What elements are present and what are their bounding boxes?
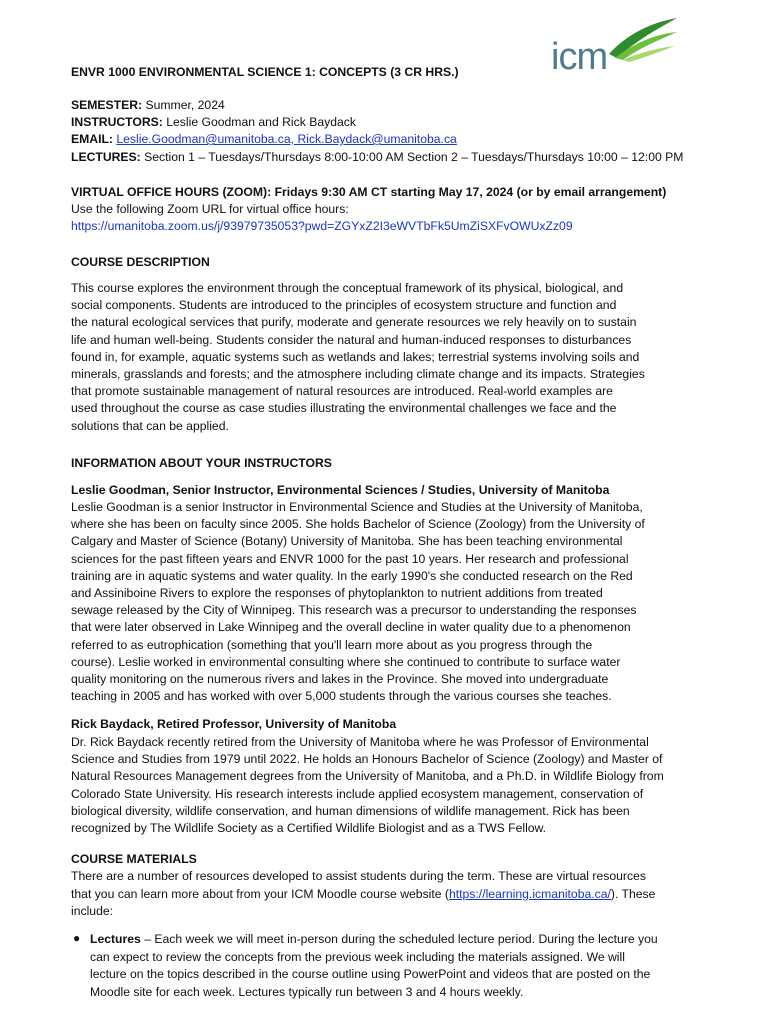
text-line: Moodle site for each week. Lectures typically run between 3 and 4 hours weekly. — [90, 984, 524, 999]
text-line: can expect to review the concepts from the previous week including the materials assigned. We will — [90, 949, 625, 964]
icm-logo — [551, 14, 681, 80]
course-description-body — [71, 280, 645, 435]
goodman-title: Leslie Goodman, Senior Instructor, Environmental Sciences / Studies, University of Manitoba — [71, 483, 610, 497]
goodman-bio — [71, 499, 645, 705]
course-title: ENVR 1000 ENVIRONMENTAL SCIENCE 1: CONCEPTS (3 CR HRS.) — [71, 65, 459, 79]
semester-value: Summer, 2024 — [145, 98, 225, 112]
moodle-link[interactable]: https://learning.icmanitoba.ca/ — [449, 887, 611, 901]
text-line: found in, for example, aquatic systems such as wetlands and lakes; terrestrial systems involving soils and — [71, 349, 640, 364]
text-line: Colorado State University. His research interests include applied ecosystem management, conservation of — [71, 786, 644, 801]
text-line: that promote sustainable management of natural resources are introduced. Real-world examples are — [71, 384, 613, 399]
course-materials-line1: There are a number of resources developed to assist students during the term. These are virtual resources — [71, 869, 646, 883]
text-line: biological diversity, wildlife conservation, and human dimensions of wildlife management. Rick has been — [71, 803, 630, 818]
text-line: where she has been on faculty since 2005. She holds Bachelor of Science (Zoology) from the University of — [71, 517, 645, 532]
text-line: This course explores the environment through the conceptual framework of its physical, biological, and — [71, 281, 624, 295]
line2-post: ). These — [610, 887, 656, 901]
semester-row — [71, 97, 225, 114]
text-line: teaching in 2005 and has worked with over 5,000 students through the various courses she teaches. — [71, 689, 612, 704]
text-line: Calgary and Master of Science (Botany) University of Manitoba. She has been teaching environmental — [71, 534, 623, 549]
instructors-row — [71, 114, 356, 131]
text-line: referred to as eutrophication (something that you'll learn more about as you progress through the — [71, 637, 593, 652]
lectures-value: Section 1 – Tuesdays/Thursdays 8:00-10:00 AM Section 2 – Tuesdays/Thursdays 10:00 – 12:00 PM — [144, 150, 684, 164]
baydack-title: Rick Baydack, Retired Professor, University of Manitoba — [71, 717, 397, 731]
office-hours-heading: VIRTUAL OFFICE HOURS (ZOOM): Fridays 9:30 AM CT starting May 17, 2024 (or by email arrangement) — [71, 185, 667, 199]
text-line: sciences for the past fifteen years and ENVR 1000 for the past 10 years. Her research and professional — [71, 551, 629, 566]
text-line: quality monitoring on the numerous rivers and lakes in the Province. She moved into undergraduate — [71, 672, 609, 687]
office-hours-line: Use the following Zoom URL for virtual office hours: — [71, 202, 349, 216]
text-line: that were later observed in Lake Winnipeg and the overall decline in water quality due to a phenomenon — [71, 620, 631, 635]
course-description-heading: COURSE DESCRIPTION — [71, 255, 210, 269]
instructors-value: Leslie Goodman and Rick Baydack — [166, 115, 356, 129]
zoom-url-link[interactable]: https://umanitoba.zoom.us/j/93979735053?pwd=ZGYxZ2I3eWVTbFk5UmZiSXFvOWUxZz09 — [71, 219, 573, 233]
lectures-row — [71, 149, 683, 166]
text-line: Science and Studies from 1979 until 2022. He holds an Honours Bachelor of Science (Zoology) and Master of — [71, 752, 663, 767]
bullet-first-text: – Each week we will meet in-person during the scheduled lecture period. During the lecture you — [140, 932, 658, 946]
bullet-first-line — [90, 931, 658, 949]
text-line: course). Leslie worked in environmental consulting where she continued to contribute to surface water — [71, 654, 621, 669]
text-line: solutions that can be applied. — [71, 418, 229, 433]
text-line: and Assiniboine Rivers to explore the responses of phytoplankton to nutrient additions from treated — [71, 586, 603, 601]
text-line: minerals, grasslands and forests; and the atmosphere including climate change and its impacts. Strategies — [71, 367, 645, 382]
course-materials-line3: include: — [71, 904, 114, 918]
text-line: Dr. Rick Baydack recently retired from the University of Manitoba where he was Professor of Environmental — [71, 735, 649, 749]
semester-label: SEMESTER: — [71, 98, 143, 112]
text-line: recognized by The Wildlife Society as a Certified Wildlife Biologist and as a TWS Fellow. — [71, 821, 547, 836]
course-materials-line2 — [71, 886, 655, 903]
text-line: the natural ecological services that purify, moderate and generate resources we rely heavily on to sustain — [71, 315, 637, 330]
text-line: Leslie Goodman is a senior Instructor in Environmental Science and Studies at the University of Manitoba, — [71, 500, 643, 514]
text-line: life and human well-being. Students consider the natural and human-induced responses to disturbances — [71, 332, 632, 347]
text-line: sewage released by the City of Winnipeg. This research was a precursor to understanding the responses — [71, 603, 637, 618]
text-line: used throughout the course as case studies illustrating the environmental challenges we face and the — [71, 401, 617, 416]
line2-pre: that you can learn more about from your ICM Moodle course website ( — [71, 887, 449, 901]
text-line: Natural Resources Management degrees from the University of Manitoba, and a Ph.D. in Wildlife Biology from — [71, 769, 664, 784]
bullet-term: Lectures — [90, 932, 141, 946]
lectures-bullet — [71, 931, 711, 1011]
instructors-info-heading: INFORMATION ABOUT YOUR INSTRUCTORS — [71, 456, 332, 470]
text-line: social components. Students are introduced to the principles of ecosystem structure and function and — [71, 298, 617, 313]
logo-text: icm — [551, 36, 608, 78]
lectures-label: LECTURES: — [71, 150, 141, 164]
email-link[interactable]: Leslie.Goodman@umanitoba.ca, Rick.Baydack@umanitoba.ca — [116, 132, 457, 146]
logo-swoosh-icon — [599, 14, 679, 64]
email-row — [71, 131, 457, 148]
text-line: training are in aquatic systems and water quality. In the early 1990's she conducted research on the Red — [71, 568, 633, 583]
baydack-bio — [71, 734, 664, 837]
course-materials-heading: COURSE MATERIALS — [71, 852, 197, 866]
bullet-icon: ● — [73, 931, 81, 945]
instructors-label: INSTRUCTORS: — [71, 115, 163, 129]
email-label: EMAIL: — [71, 132, 113, 146]
text-line: lecture on the topics described in the course outline using PowerPoint and videos that are posted on the — [90, 967, 651, 982]
